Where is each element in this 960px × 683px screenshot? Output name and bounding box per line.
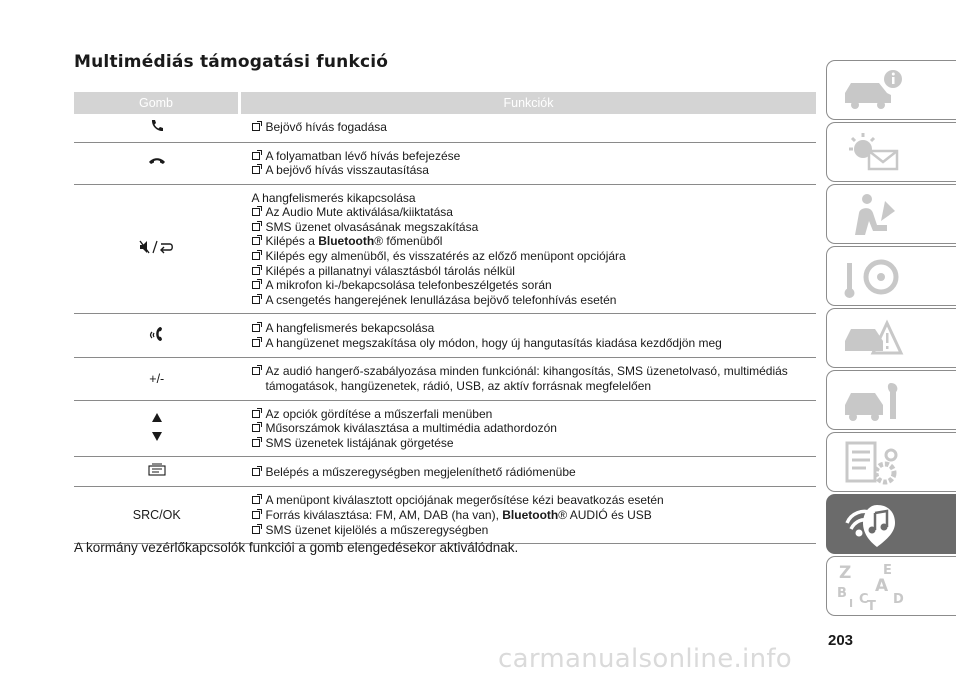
function-cell	[240, 184, 817, 314]
function-line: A hangüzenet megszakítása oly módon, hogy új hangutasítás kiadása kezdődjön meg	[252, 336, 817, 351]
button-cell	[74, 142, 240, 184]
function-line: A hangfelismerés bekapcsolása	[252, 321, 817, 336]
watermark: carmanualsonline.info	[498, 644, 793, 674]
bullet-icon	[252, 267, 260, 275]
function-cell	[240, 400, 817, 457]
function-cell	[240, 114, 817, 142]
technical-data-gear-icon	[841, 439, 905, 487]
tab-warning-lights[interactable]	[826, 122, 956, 182]
function-line: Forrás kiválasztása: FM, AM, DAB (ha van), Bluetooth® AUDIÓ és USB	[252, 508, 817, 523]
car-info-icon	[841, 67, 905, 115]
up-down-arrows-icon	[150, 411, 164, 443]
function-cell	[240, 457, 817, 487]
function-line: A csengetés hangerejének lenullázása bejövő telefonhívás esetén	[252, 293, 817, 308]
tab-safety[interactable]	[826, 184, 956, 244]
function-line: A mikrofon ki-/bekapcsolása telefonbeszélgetés során	[252, 278, 817, 293]
function-line: SMS üzenet kijelölés a műszeregységben	[252, 523, 817, 538]
car-emergency-icon	[841, 315, 905, 363]
function-cell	[240, 142, 817, 184]
bullet-icon	[252, 468, 260, 476]
button-cell	[74, 358, 240, 400]
svg-text:Z: Z	[839, 563, 852, 583]
function-line: Kilépés a Bluetooth® főmenüből	[252, 234, 817, 249]
alphabetical-index-icon	[835, 561, 905, 611]
function-line: Az opciók gördítése a műszerfali menüben	[252, 407, 817, 422]
function-line: Kilépés a pillanatnyi választásból tárolás nélkül	[252, 264, 817, 279]
footnote: A kormány vezérlőkapcsolók funkciói a gomb elengedésekor aktiválódnak.	[74, 540, 519, 555]
function-line: SMS üzenet olvasásának megszakítása	[252, 220, 817, 235]
bullet-icon	[252, 296, 260, 304]
function-line: SMS üzenetek listájának görgetése	[252, 436, 817, 451]
button-cell	[74, 114, 240, 142]
svg-text:C: C	[859, 592, 869, 607]
function-intro: A hangfelismerés kikapcsolása	[251, 190, 416, 205]
bullet-icon	[252, 511, 260, 519]
svg-text:E: E	[883, 563, 892, 578]
table-row	[74, 457, 816, 487]
table-header-row	[74, 92, 816, 114]
svg-text:T: T	[867, 599, 876, 611]
header-button: Gomb	[74, 92, 240, 114]
function-line: Kilépés egy almenüből, és visszatérés az előző menüpont opciójára	[252, 249, 817, 264]
bullet-icon	[252, 367, 260, 375]
mute-back-icon	[139, 239, 175, 255]
bullet-icon	[252, 424, 260, 432]
page-title: Multimédiás támogatási funkció	[74, 52, 389, 72]
warning-lights-message-icon	[841, 129, 905, 177]
function-line: A menüpont kiválasztott opciójának megerősítése kézi beavatkozás esetén	[252, 493, 817, 508]
key-steering-wheel-icon	[841, 253, 905, 301]
phone-hangup-icon	[148, 155, 166, 167]
bullet-icon	[252, 496, 260, 504]
table-row	[74, 114, 816, 142]
src-ok-button-label: SRC/OK	[132, 508, 181, 522]
bullet-icon	[252, 281, 260, 289]
table-row	[74, 184, 816, 314]
button-cell	[74, 400, 240, 457]
svg-text:A: A	[875, 576, 889, 596]
bullet-icon	[252, 339, 260, 347]
bullet-icon	[252, 526, 260, 534]
button-cell	[74, 184, 240, 314]
function-cell	[240, 358, 817, 400]
table-row	[74, 487, 816, 544]
tab-technical-data[interactable]	[826, 432, 956, 492]
volume-button-label: +/-	[149, 371, 165, 386]
radio-display-icon	[147, 463, 167, 477]
tab-starting-driving[interactable]	[826, 246, 956, 306]
tab-emergency[interactable]	[826, 308, 956, 368]
page-number: 203	[828, 632, 854, 649]
function-line: A folyamatban lévő hívás befejezése	[252, 149, 817, 164]
table-row	[74, 142, 816, 184]
function-line: Az audió hangerő-szabályozása minden funkciónál: kihangosítás, SMS üzenetolvasó, multimédiás támogatások, hangüzenetek, rádió, USB, az aktív forrásnak megfelelően	[252, 364, 817, 393]
voice-command-icon	[148, 325, 166, 343]
bullet-icon	[252, 252, 260, 260]
multimedia-icon	[841, 501, 905, 549]
table-row	[74, 358, 816, 400]
function-line: Belépés a műszeregységben megjeleníthető rádiómenübe	[252, 465, 817, 480]
bullet-icon	[252, 410, 260, 418]
tab-multimedia[interactable]	[826, 494, 956, 554]
bullet-icon	[252, 166, 260, 174]
function-cell	[240, 314, 817, 358]
button-cell	[74, 487, 240, 544]
svg-text:I: I	[849, 597, 854, 610]
phone-answer-icon	[149, 118, 165, 134]
button-cell	[74, 314, 240, 358]
tab-index[interactable]	[826, 556, 956, 616]
bullet-icon	[252, 439, 260, 447]
svg-text:D: D	[893, 592, 904, 607]
bullet-icon	[252, 152, 260, 160]
header-functions: Funkciók	[240, 92, 817, 114]
table-row	[74, 314, 816, 358]
controls-table	[74, 92, 816, 544]
seat-safety-icon	[841, 191, 905, 239]
bullet-icon	[252, 237, 260, 245]
bullet-icon	[252, 123, 260, 131]
table-row	[74, 400, 816, 457]
button-cell	[74, 457, 240, 487]
bullet-icon	[252, 223, 260, 231]
function-cell	[240, 487, 817, 544]
function-line: Műsorszámok kiválasztása a multimédia adathordozón	[252, 421, 817, 436]
bullet-icon	[252, 208, 260, 216]
car-service-wrench-icon	[841, 377, 905, 425]
svg-text:B: B	[837, 586, 847, 601]
tab-maintenance[interactable]	[826, 370, 956, 430]
bullet-icon	[252, 324, 260, 332]
function-line: Az Audio Mute aktiválása/kiiktatása	[252, 205, 817, 220]
tab-car-info[interactable]	[826, 60, 956, 120]
function-line: A bejövő hívás visszautasítása	[252, 163, 817, 178]
function-line: Bejövő hívás fogadása	[252, 120, 817, 135]
